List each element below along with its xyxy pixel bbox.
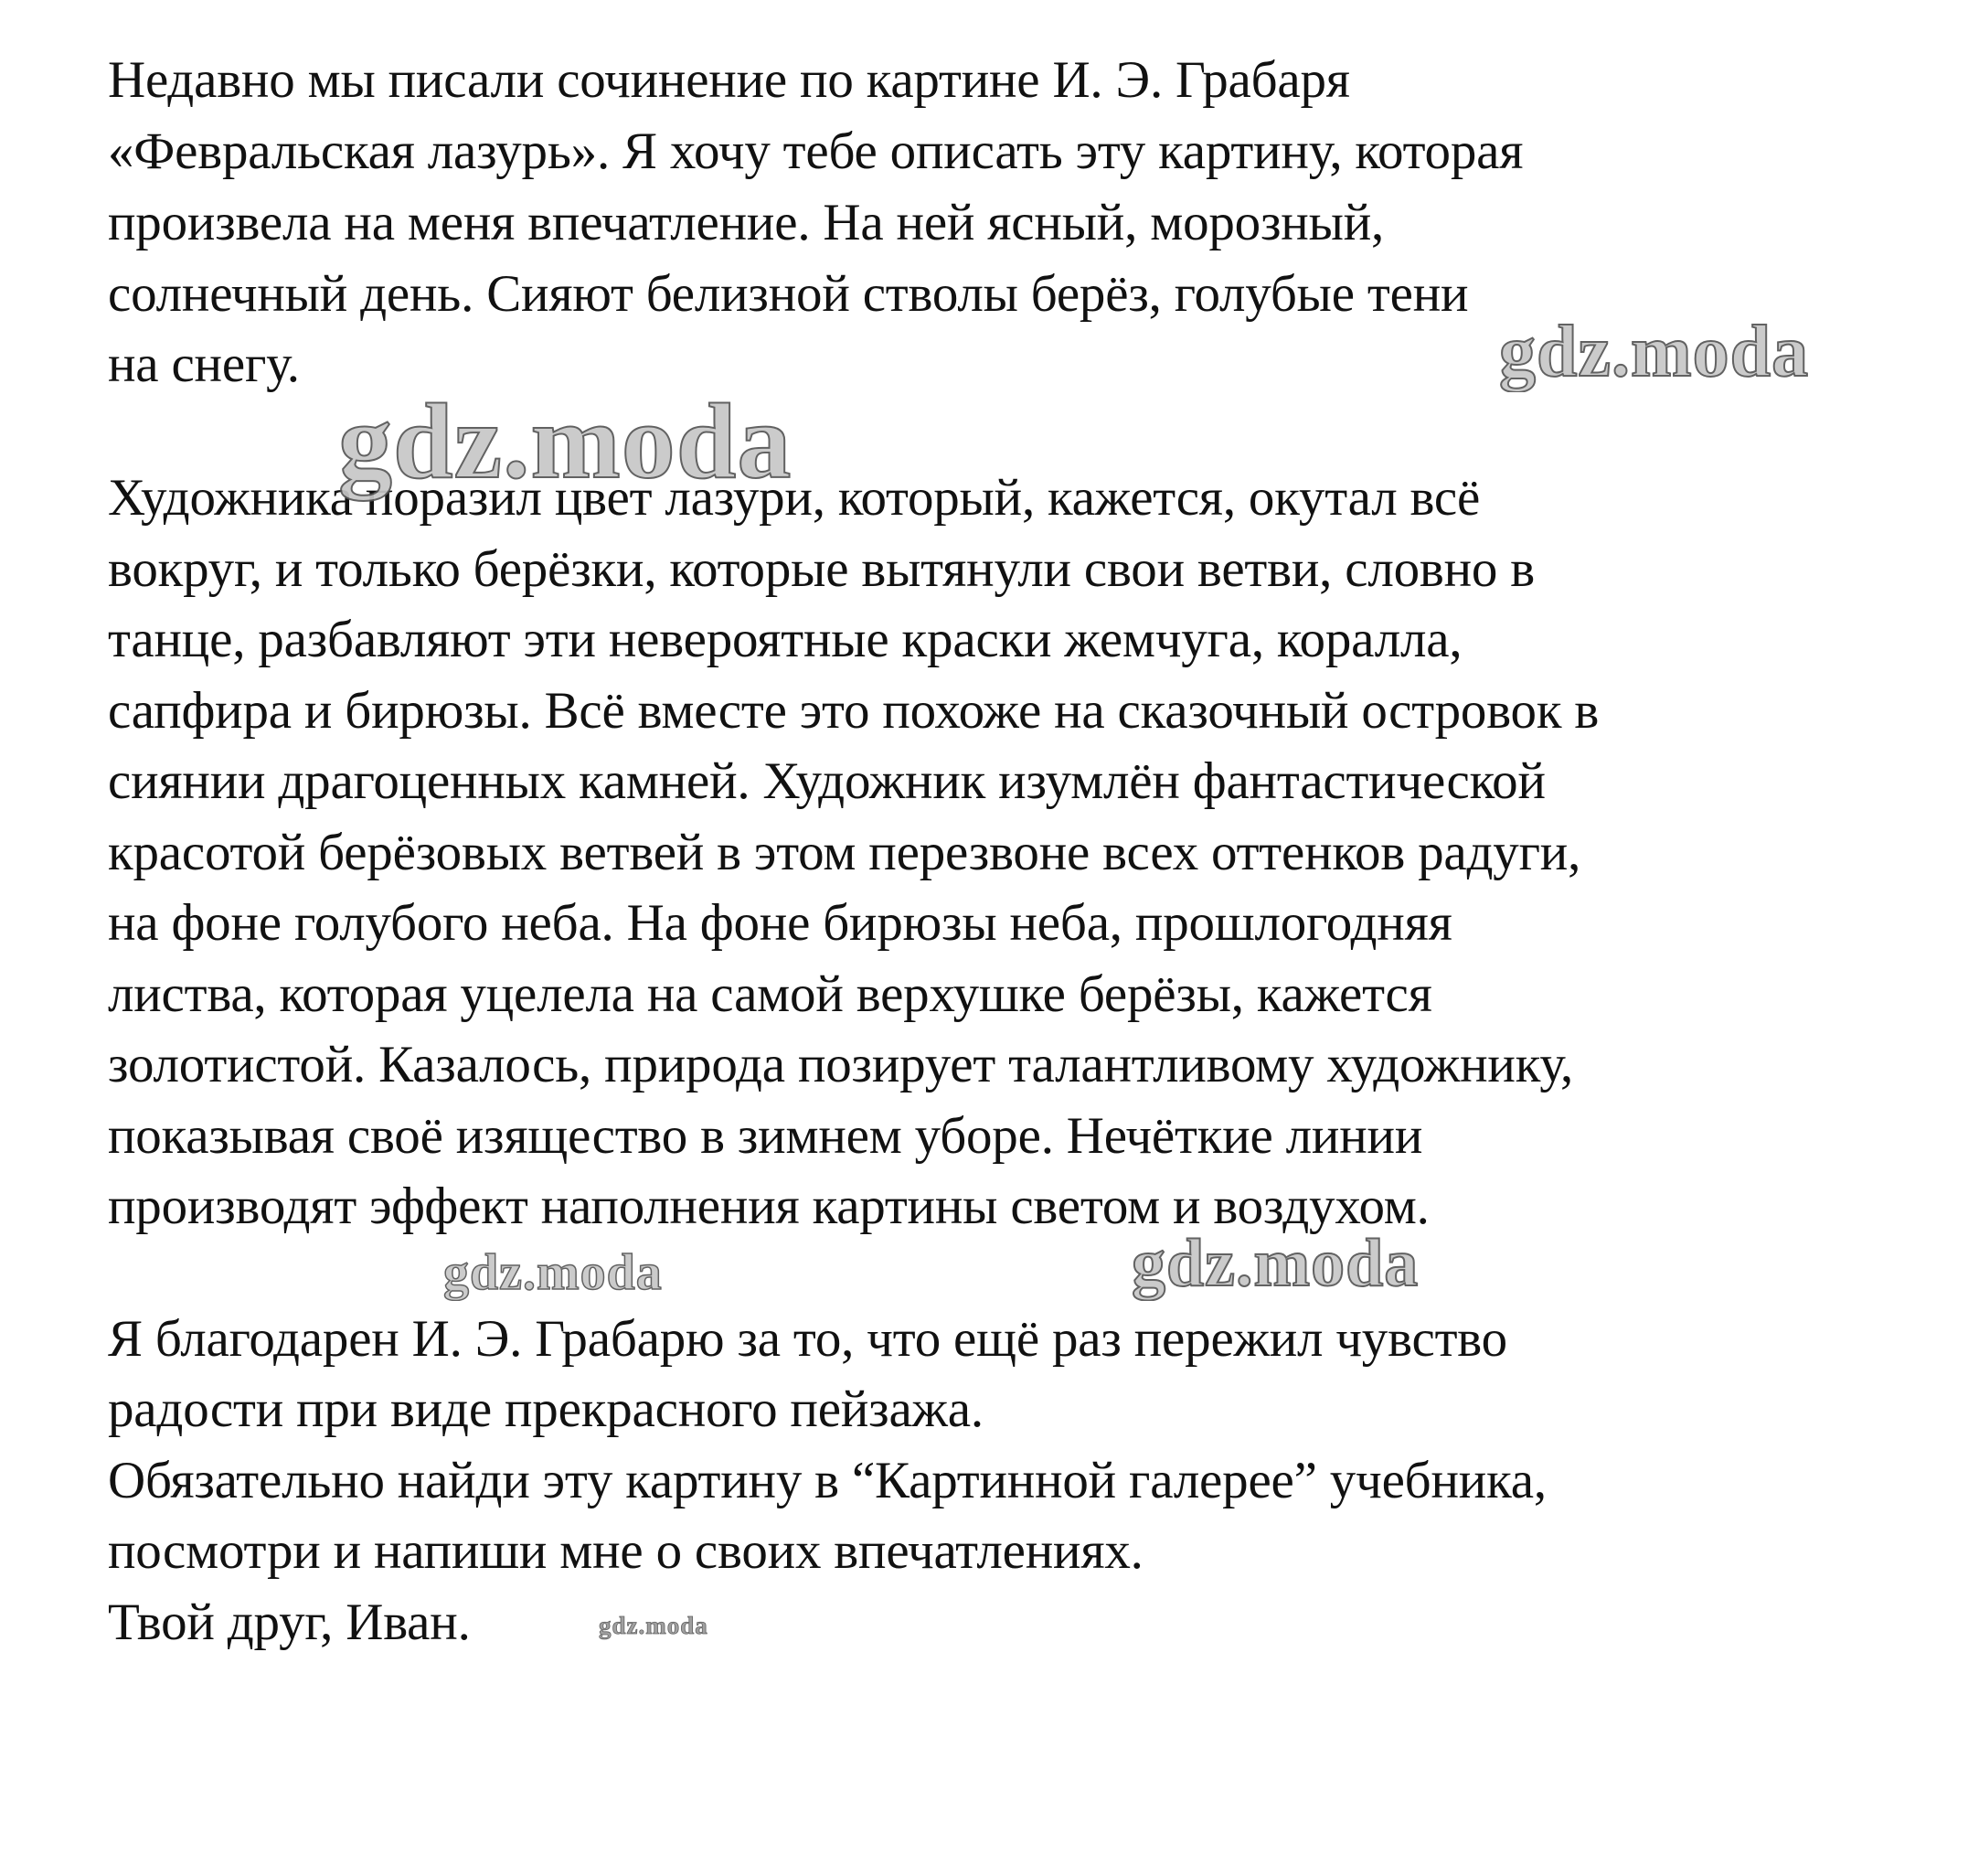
paragraph-1-line-1: Недавно мы писали сочинение по картине И. Э. Грабаря [108,51,1350,109]
paragraph-2-line-3: танце, разбавляют эти невероятные краски жемчуга, коралла, [108,611,1463,668]
paragraph-2-line-10: показывая своё изящество в зимнем уборе. Нечёткие линии [108,1107,1423,1165]
watermark: gdz.moda [443,1244,663,1301]
paragraph-2-line-4: сапфира и бирюзы. Всё вместе это похоже на сказочный островок в [108,682,1600,740]
paragraph-1-line-2: «Февральская лазурь». Я хочу тебе описать эту картину, которая [108,123,1524,180]
paragraph-3-line-1: Я благодарен И. Э. Грабарю за то, что ещё раз пережил чувство [108,1310,1507,1368]
paragraph-2-line-2: вокруг, и только берёзки, которые вытянули свои ветви, словно в [108,540,1535,598]
paragraph-3-line-4: посмотри и напиши мне о своих впечатлениях. [108,1522,1144,1580]
paragraph-3-line-2: радости при виде прекрасного пейзажа. [108,1380,984,1438]
paragraph-2-line-11: производят эффект наполнения картины светом и воздухом. [108,1178,1430,1235]
paragraph-2-line-5: сиянии драгоценных камней. Художник изумлён фантастической [108,752,1546,810]
paragraph-1-line-3: произвела на меня впечатление. На ней ясный, морозный, [108,194,1385,251]
watermark: gdz.moda [1499,312,1810,392]
paragraph-1-line-5: на снегу. [108,336,300,393]
watermark: gdz.moda [338,381,793,501]
paragraph-2-line-8: листва, которая уцелела на самой верхушке берёзы, кажется [108,965,1432,1023]
watermark: gdz.moda [599,1612,708,1639]
paragraph-3-line-3: Обязательно найди эту картину в “Картинной галерее” учебника, [108,1452,1547,1509]
paragraph-2-line-6: красотой берёзовых ветвей в этом перезвоне всех оттенков радуги, [108,824,1581,881]
watermark: gdz.moda [1132,1226,1420,1301]
paragraph-1-line-4: солнечный день. Сияют белизной стволы берёз, голубые тени [108,265,1469,323]
paragraph-3-line-5: Твой друг, Иван. [108,1594,471,1651]
paragraph-2-line-1: Художника поразил цвет лазури, который, кажется, окутал всё [108,469,1481,527]
paragraph-2-line-7: на фоне голубого неба. На фоне бирюзы неба, прошлогодняя [108,894,1452,952]
paragraph-2-line-9: золотистой. Казалось, природа позирует талантливому художнику, [108,1036,1574,1093]
